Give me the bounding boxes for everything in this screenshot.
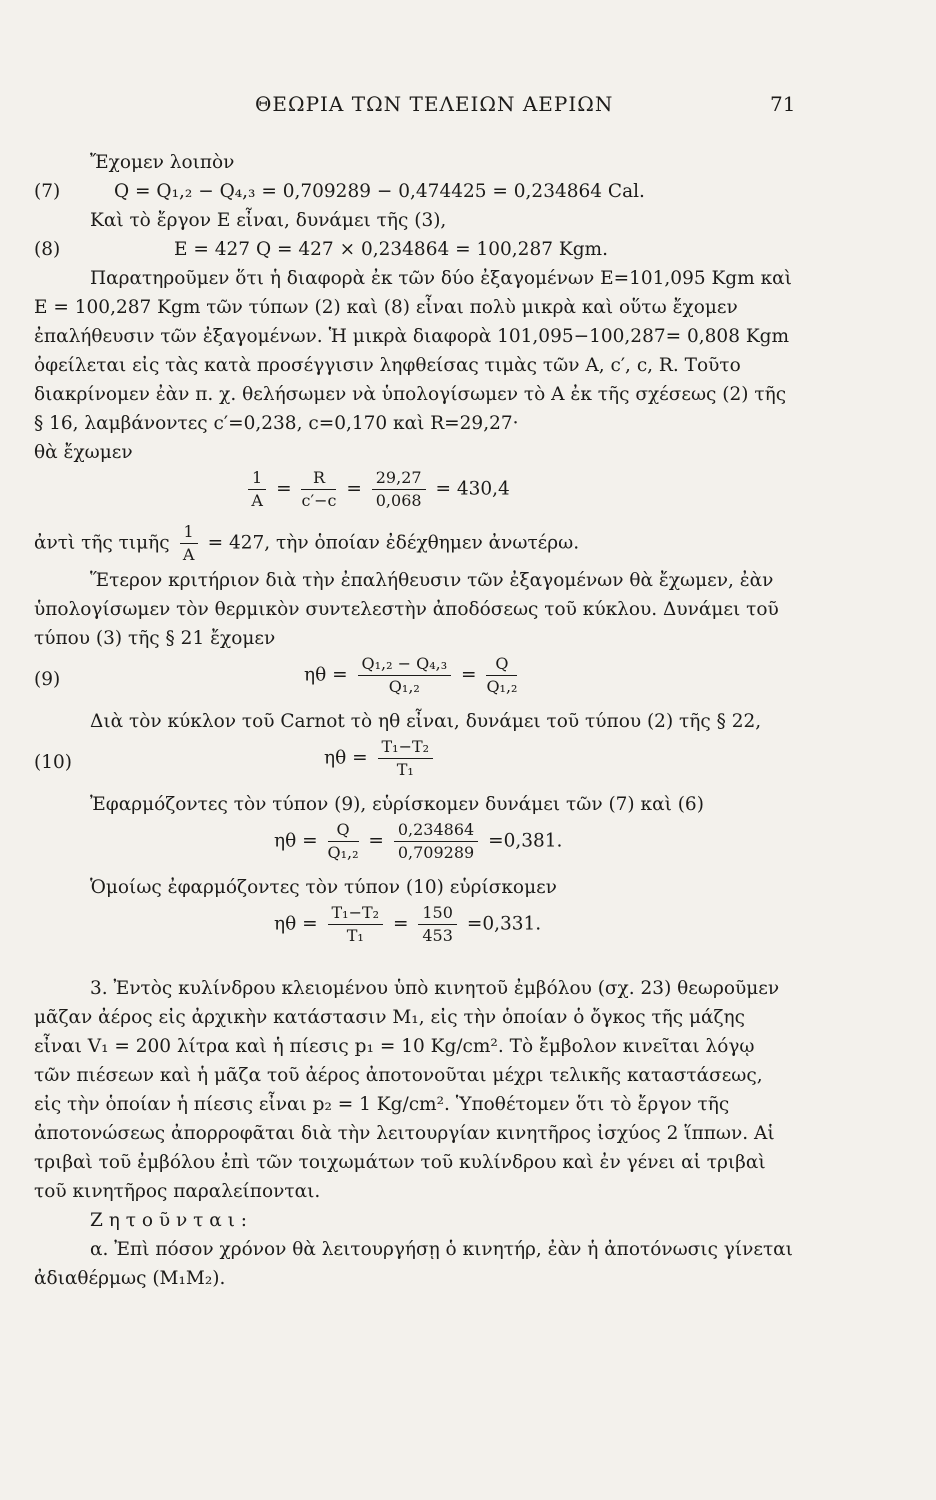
paragraph: 3. Ἐντὸς κυλίνδρου κλειομένου ὑπὸ κινητοῦ ἐμβόλου (σχ. 23) θεωροῦμεν μᾶζαν ἀέρος εἰς ἀρχικὴν κατάστασιν M₁, εἰς τὴν ὁποίαν ὁ ὄγκος τῆς μάζης εἶναι V₁ = 200 λίτρα καὶ ἡ πίεσις p₁ = 10 Kg/cm². Τὸ ἔμβολον κινεῖται λόγῳ τῶν πιέσεων καὶ ἡ μᾶζα τοῦ ἀέρος ἀποτονοῦται μέχρι τελικῆς καταστάσεως, εἰς τὴν ὁποίαν ἡ πίεσις εἶναι p₂ = 1 Kg/cm². Ὑποθέτομεν ὅτι τὸ ἔργον τῆς ἀποτονώσεως ἀπορροφᾶται διὰ τὴν λειτουργίαν κινητῆρος ἰσχύος 2 ἵππων. Αἱ τριβαὶ τοῦ ἐμβόλου ἐπὶ τῶν τοιχωμάτων τοῦ κυλίνδρου καὶ ἐν γένει αἱ τριβαὶ τοῦ κινητῆρος παραλείπονται. — [34, 978, 780, 1202]
denominator: T₁ — [346, 926, 364, 945]
text-line: Ὁμοίως ἐφαρμόζοντες τὸν τύπον (10) εὑρίσκομεν — [90, 877, 557, 898]
denominator: Q₁,₂ — [388, 677, 420, 696]
page-body — [34, 148, 794, 1293]
numerator: 0,234864 — [394, 819, 478, 842]
fraction — [301, 467, 336, 512]
equation-eta-b — [34, 902, 794, 956]
equation-10 — [34, 736, 794, 790]
text-line: θὰ ἔχωμεν — [34, 442, 133, 463]
denominator: A — [182, 545, 195, 564]
denominator: c′−c — [301, 491, 337, 510]
text-line: Ἐφαρμόζοντες τὸν τύπον (9), εὑρίσκομεν δυνάμει τῶν (7) καὶ (6) — [90, 794, 704, 815]
numerator: Q — [486, 653, 517, 676]
equation-result: =0,381. — [488, 830, 563, 852]
eta-symbol: ηθ = — [274, 830, 318, 852]
denominator: Q₁,₂ — [486, 677, 518, 696]
equation-expression: E = 427 Q = 427 × 0,234864 = 100,287 Kgm. — [174, 239, 608, 260]
fraction — [394, 819, 478, 864]
equation-result: = 430,4 — [435, 478, 510, 500]
eta-symbol: ηθ = — [304, 664, 348, 686]
page-number: 71 — [770, 92, 796, 116]
text-fragment: ἀντὶ τῆς τιμῆς — [34, 532, 170, 554]
paragraph: Ἕτερον κριτήριον διὰ τὴν ἐπαλήθευσιν τῶν ἐξαγομένων θὰ ἔχωμεν, ἐὰν ὑπολογίσωμεν τὸν θερμικὸν συντελεστὴν ἀποδόσεως τοῦ κύκλου. Δυνάμει τοῦ τύπου (3) τῆς § 21 ἔχομεν — [34, 570, 779, 649]
numerator: R — [301, 467, 336, 490]
paragraph: α. Ἐπὶ πόσον χρόνον θὰ λειτουργήσῃ ὁ κινητήρ, ἐὰν ἡ ἀποτόνωσις γίνεται ἀδιαθέρμως (M₁M₂). — [34, 1239, 793, 1289]
fraction — [378, 736, 434, 781]
denominator: A — [251, 491, 263, 510]
fraction — [328, 819, 359, 864]
equation-number: (10) — [34, 752, 72, 773]
fraction — [328, 902, 384, 947]
equals-sign: = — [392, 913, 409, 935]
denominator: T₁ — [396, 760, 414, 779]
numerator: T₁−T₂ — [378, 736, 434, 759]
fraction — [248, 467, 266, 512]
equation-number: (7) — [34, 181, 61, 202]
equation-number: (9) — [34, 669, 61, 690]
equation-8 — [34, 235, 794, 264]
text-line: Καὶ τὸ ἔργον E εἶναι, δυνάμει τῆς (3), — [90, 210, 447, 231]
equals-sign: = — [276, 478, 292, 500]
numerator: 1 — [180, 521, 198, 544]
denominator: 0,068 — [375, 491, 422, 510]
numerator: 1 — [248, 467, 266, 490]
fraction — [358, 653, 452, 698]
text-line — [34, 521, 794, 566]
paragraph: Παρατηροῦμεν ὅτι ἡ διαφορὰ ἐκ τῶν δύο ἐξαγομένων E=101,095 Kgm καὶ E = 100,287 Kgm τῶν τύπων (2) καὶ (8) εἶναι πολὺ μικρὰ καὶ οὕτω ἔχομεν ἐπαλήθευσιν τῶν ἐξαγομένων. Ἡ μικρὰ διαφορὰ 101,095−100,287= 0,808 Kgm ὀφείλεται εἰς τὰς κατὰ προσέγγισιν ληφθείσας τιμὰς τῶν A, c′, c, R. Τοῦτο διακρίνομεν ἐὰν π. χ. θελήσωμεν νὰ ὑπολογίσωμεν τὸ A ἐκ τῆς σχέσεως (2) τῆς § 16, λαμβάνοντες c′=0,238, c=0,170 καὶ R=29,27· — [34, 268, 792, 434]
text-line: Διὰ τὸν κύκλον τοῦ Carnot τὸ ηθ εἶναι, δυνάμει τοῦ τύπου (2) τῆς § 22, — [90, 711, 762, 732]
denominator: Q₁,₂ — [327, 843, 359, 862]
fraction — [486, 653, 517, 698]
equation-7 — [34, 177, 794, 206]
fraction — [372, 467, 426, 512]
equation-result: =0,331. — [466, 913, 542, 935]
text-line: Ζ η τ ο ῦ ν τ α ι : — [90, 1210, 247, 1231]
spacer — [34, 956, 794, 974]
equation-expression: Q = Q₁,₂ − Q₄,₃ = 0,709289 − 0,474425 = 0,234864 Cal. — [114, 181, 645, 202]
eta-symbol: ηθ = — [324, 747, 368, 769]
text-fragment: = 427, τὴν ὁποίαν ἐδέχθημεν ἀνωτέρω. — [207, 532, 580, 554]
page-header — [0, 92, 936, 126]
equation-A — [34, 467, 794, 521]
numerator: Q₁,₂ − Q₄,₃ — [358, 653, 452, 676]
eta-symbol: ηθ = — [274, 913, 318, 935]
equation-eta-a — [34, 819, 794, 873]
numerator: 29,27 — [372, 467, 426, 490]
fraction — [418, 902, 457, 947]
denominator: 453 — [422, 926, 453, 945]
equation-9 — [34, 653, 794, 707]
numerator: T₁−T₂ — [328, 902, 384, 925]
numerator: 150 — [418, 902, 457, 925]
numerator: Q — [328, 819, 359, 842]
running-title: ΘΕΩΡΙΑ ΤΩΝ ΤΕΛΕΙΩΝ ΑΕΡΙΩΝ — [255, 92, 614, 116]
fraction — [180, 521, 198, 566]
text-line: Ἔχομεν λοιπὸν — [90, 152, 235, 173]
equals-sign: = — [461, 664, 477, 686]
denominator: 0,709289 — [397, 843, 475, 862]
equation-number: (8) — [34, 239, 61, 260]
equals-sign: = — [346, 478, 362, 500]
equals-sign: = — [368, 830, 384, 852]
